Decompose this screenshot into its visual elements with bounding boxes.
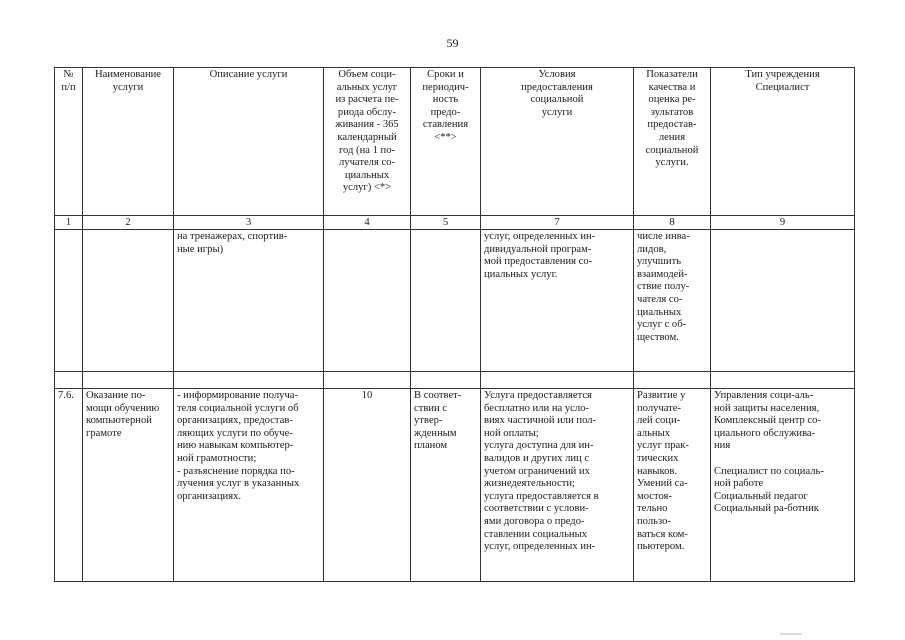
cell-service-volume: 10 [324, 389, 411, 582]
table-row-continuation [55, 230, 855, 372]
header-number: № п/п [55, 68, 83, 216]
cell-service-description: на тренажерах, спортив- ные игры) [174, 230, 324, 372]
column-number-row [55, 216, 855, 230]
header-service-description: Описание услуги [174, 68, 324, 216]
empty-cell [481, 372, 634, 389]
header-institution-specialist: Тип учреждения Специалист [711, 68, 855, 216]
page-number: 59 [446, 36, 459, 50]
header-conditions: Условия предоставления социальной услуги [481, 68, 634, 216]
header-service-name: Наименование услуги [83, 68, 174, 216]
table-header-row [55, 68, 855, 216]
empty-cell [83, 372, 174, 389]
cell-number [55, 230, 83, 372]
column-number: 5 [411, 216, 481, 230]
cell-service-name [83, 230, 174, 372]
table-row-spacer [55, 372, 855, 389]
empty-cell [55, 372, 83, 389]
cell-service-name: Оказание по- мощи обучению компьютерной грамоте [83, 389, 174, 582]
column-number: 1 [55, 216, 83, 230]
cell-institution-specialist [711, 230, 855, 372]
cell-service-volume [324, 230, 411, 372]
column-number: 7 [481, 216, 634, 230]
cell-conditions: услуг, определенных ин- дивидуальной програм- мой предоставления со- циальных услуг. [481, 230, 634, 372]
empty-cell [324, 372, 411, 389]
cell-quality-indicators: числе инва- лидов, улучшить взаимодей- ствие полу- чателя со- циальных услуг с об- ществом. [634, 230, 711, 372]
cell-number: 7.6. [55, 389, 83, 582]
empty-cell [634, 372, 711, 389]
cell-institution-specialist: Управления соци-аль- ной защиты населения, Комплексный центр со- циального обслужива- ния Специалист по социаль- ной работе Социальный педагог Социальный ра-ботник [711, 389, 855, 582]
column-number: 2 [83, 216, 174, 230]
cell-timing [411, 230, 481, 372]
header-timing: Сроки и периодич- ность предо- ставления <**> [411, 68, 481, 216]
empty-cell [174, 372, 324, 389]
cell-quality-indicators: Развитие у получате- лей соци- альных услуг прак- тических навыков. Умений са- мостоя- тельно пользо- ваться ком- пьютером. [634, 389, 711, 582]
empty-cell [411, 372, 481, 389]
column-number: 8 [634, 216, 711, 230]
empty-cell [711, 372, 855, 389]
column-number: 9 [711, 216, 855, 230]
scan-artifact [780, 633, 802, 635]
header-quality-indicators: Показатели качества и оценка ре- зультатов предостав- ления социальной услуги. [634, 68, 711, 216]
cell-conditions: Услуга предоставляется бесплатно или на усло- виях частичной или пол- ной оплаты; услуга доступна для ин- валидов и других лиц с учетом ограничений их жизнедеятельности; услуга предоставляется в соответствии с услови- ями договора о предо- ставлении социальных услуг, определенных ин- [481, 389, 634, 582]
header-service-volume: Объем соци- альных услуг из расчета пе- риода обслу- живания - 365 календарный год (на 1 по- лучателя со- циальных услуг) <*> [324, 68, 411, 216]
cell-timing: В соответ- ствии с утвер- жденным планом [411, 389, 481, 582]
table-row-7-6 [55, 389, 855, 582]
cell-service-description: - информирование получа- теля социальной услуги об организациях, предостав- ляющих услуги по обуче- нию навыкам компьютер- ной грамотности; - разъяснение порядка по- лучения услуг в указанных организациях. [174, 389, 324, 582]
services-table [54, 67, 855, 582]
column-number: 3 [174, 216, 324, 230]
column-number: 4 [324, 216, 411, 230]
